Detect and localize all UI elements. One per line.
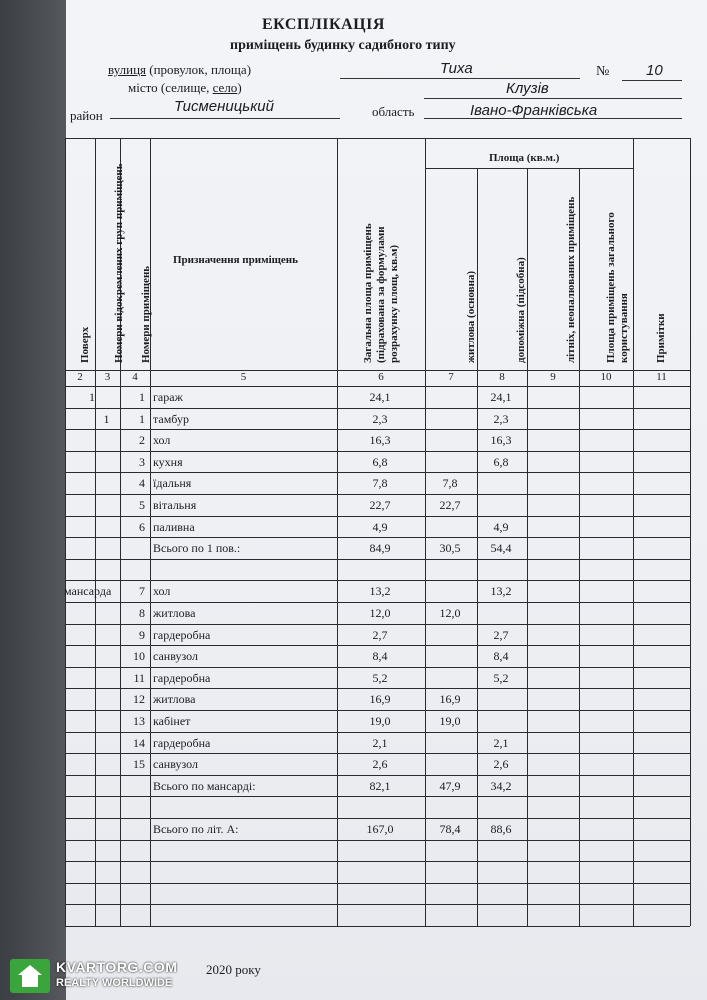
house-icon [18,965,42,975]
city-underline [424,98,682,99]
cell-purpose: гардеробна [153,735,211,750]
region-value: Івано-Франківська [470,102,598,119]
cell-living-area: 22,7 [439,498,461,512]
grid-line [65,883,690,884]
cell-total-area: 2,3 [372,411,388,426]
street-value: Тиха [440,60,473,77]
cell-living-area: 78,4 [439,822,461,836]
header-room-no: Номери приміщень [140,265,152,363]
street-underline [340,78,580,79]
watermark-logo-icon [10,959,50,993]
grid-line [150,138,151,926]
cell-auxiliary-area: 54,4 [490,541,512,556]
grid-line [65,688,690,689]
cell-total-area: 2,6 [372,757,388,772]
grid-line [337,138,633,139]
grid-line [337,138,338,926]
grid-line [65,753,690,754]
watermark [10,957,180,995]
district-value: Тисменицький [174,98,274,115]
header-auxiliary: допоміжна (підсобна) [515,257,527,363]
document-subtitle: приміщень будинку садибного типу [230,38,456,53]
grid-line [633,138,690,139]
grid-line [65,840,690,841]
grid-line [65,645,690,646]
grid-line [65,559,690,560]
street-label: вулиця (провулок, площа) [108,62,252,77]
grid-line [65,386,690,387]
grid-line [425,138,426,926]
cell-total-area: 16,9 [369,692,391,707]
grid-line [65,472,690,473]
grid-line [690,138,691,926]
cell-auxiliary-area: 2,1 [493,735,509,750]
cell-auxiliary-area: 6,8 [493,454,509,469]
header-group: Номери відокремлених груп приміщень [113,163,125,363]
number-underline [622,80,682,81]
grid-line [65,429,690,430]
cell-total-area: 22,7 [369,498,391,512]
grid-line [65,796,690,797]
cell-purpose: їдальня [153,476,192,491]
grid-line [477,168,478,926]
cell-purpose: гардеробна [153,670,211,685]
header-area-group: Площа (кв.м.) [489,152,560,164]
cell-purpose: Всього по літ. А: [153,822,239,836]
cell-auxiliary-area: 34,2 [490,778,512,793]
cell-floor: 1 [89,390,95,404]
cell-total-area: 6,8 [372,454,388,469]
cell-living-area: 7,8 [442,476,458,491]
cell-room-number: 14 [133,735,145,750]
grid-line [65,138,66,926]
cell-purpose: гараж [153,390,183,404]
cell-purpose: кухня [153,454,183,469]
header-floor: Поверх [79,326,91,363]
cell-room-number: 9 [139,627,145,642]
cell-group: 1 [103,411,110,426]
cell-living-area: 12,0 [439,606,461,620]
cell-living-area: 16,9 [439,692,461,707]
header-common: Площа приміщень загального користування [605,212,630,363]
grid-line [65,624,690,625]
cell-room-number: 4 [139,476,145,491]
grid-line [65,904,690,905]
grid-line [425,168,633,169]
cell-auxiliary-area: 16,3 [490,433,512,448]
grid-line [95,138,96,926]
grid-line [65,732,690,733]
cell-total-area: 12,0 [369,606,391,620]
cell-room-number: 10 [133,649,145,664]
explication-table [65,138,690,938]
cell-floor: мансарда [64,584,112,599]
header-notes: Примітки [655,313,667,363]
cell-purpose: Всього по мансарді: [153,778,256,793]
header-total-area: Загальна площа приміщень (підрахована за формулами розрахунку площ, кв.м) [362,223,400,363]
cell-purpose: житлова [153,606,196,620]
cell-total-area: 84,9 [369,541,391,556]
grid-line [65,775,690,776]
cell-auxiliary-area: 13,2 [490,584,512,599]
cell-total-area: 4,9 [372,519,388,534]
column-number: 10 [600,371,612,383]
column-number: 8 [499,371,505,383]
column-number: 4 [132,371,138,383]
grid-line [65,667,690,668]
cell-room-number: 5 [139,498,145,512]
grid-line [579,168,580,926]
cell-auxiliary-area: 4,9 [493,519,509,534]
cell-auxiliary-area: 2,6 [493,757,509,772]
cell-purpose: гардеробна [153,627,211,642]
watermark-line1: KVARTORG.COM [56,959,178,975]
grid-line [65,602,690,603]
city-value: Клузів [506,80,549,97]
grid-line [527,168,528,926]
grid-line [65,861,690,862]
grid-line [65,494,690,495]
column-number: 11 [656,371,667,383]
cell-total-area: 19,0 [369,714,391,728]
grid-line [65,710,690,711]
header-summer: літніх, неопалюваних приміщень [565,196,577,363]
grid-line [65,138,337,139]
cell-total-area: 13,2 [369,584,391,599]
column-number: 2 [77,371,83,383]
number-label: № [596,64,610,79]
cell-total-area: 2,1 [372,735,388,750]
cell-purpose: санвузол [153,757,198,772]
cell-room-number: 11 [133,670,145,685]
cell-auxiliary-area: 8,4 [493,649,509,664]
cell-purpose: Всього по 1 пов.: [153,541,241,556]
cell-purpose: житлова [153,692,196,707]
cell-total-area: 82,1 [369,778,391,793]
cell-total-area: 7,8 [372,476,388,491]
grid-line [65,818,690,819]
city-label: місто (селище, село) [128,80,242,95]
cell-purpose: санвузол [153,649,198,664]
document-title: ЕКСПЛІКАЦІЯ [262,16,385,33]
column-number: 3 [104,371,111,383]
grid-line [65,537,690,538]
cell-total-area: 16,3 [369,433,391,448]
cell-auxiliary-area: 2,7 [493,627,509,642]
background-edge [0,0,66,1000]
cell-room-number: 6 [139,519,145,534]
cell-total-area: 8,4 [372,649,388,664]
column-number: 5 [240,371,247,383]
cell-total-area: 5,2 [372,670,388,685]
cell-room-number: 15 [133,757,145,772]
number-value: 10 [646,62,663,79]
cell-purpose: хол [153,584,171,599]
watermark-line2: REALTY WORLDWIDE [56,977,173,989]
cell-living-area: 47,9 [439,778,461,793]
footer-date: 2020 року [206,962,261,977]
grid-line [65,516,690,517]
grid-line [65,451,690,452]
column-number: 6 [378,371,384,383]
cell-room-number: 7 [139,584,145,599]
cell-purpose: тамбур [153,411,189,426]
cell-room-number: 8 [139,606,145,620]
cell-purpose: кабінет [153,714,191,728]
cell-auxiliary-area: 88,6 [490,822,512,836]
grid-line [65,408,690,409]
cell-purpose: вітальня [153,498,197,512]
district-label: район [70,108,103,123]
column-number: 7 [448,371,454,383]
cell-living-area: 30,5 [439,541,461,556]
cell-auxiliary-area: 2,3 [493,411,509,426]
cell-room-number: 3 [139,454,145,469]
cell-total-area: 2,7 [372,627,388,642]
region-label: область [372,104,415,119]
cell-room-number: 1 [139,390,145,404]
grid-line [65,580,690,581]
cell-total-area: 167,0 [366,822,394,836]
cell-room-number: 1 [139,411,145,426]
column-number: 9 [550,371,556,383]
cell-auxiliary-area: 5,2 [493,670,509,685]
cell-total-area: 24,1 [369,390,391,404]
district-underline [110,118,340,119]
cell-auxiliary-area: 24,1 [490,390,512,404]
grid-line [65,926,690,927]
cell-living-area: 19,0 [439,714,461,728]
cell-purpose: хол [153,433,171,448]
cell-room-number: 2 [139,433,145,448]
header-purpose: Призначення приміщень [173,254,298,266]
cell-room-number: 13 [133,714,145,728]
cell-room-number: 12 [133,692,145,707]
header-living: житлова (основна) [465,270,477,363]
cell-purpose: паливна [153,519,195,534]
grid-line [633,138,634,926]
